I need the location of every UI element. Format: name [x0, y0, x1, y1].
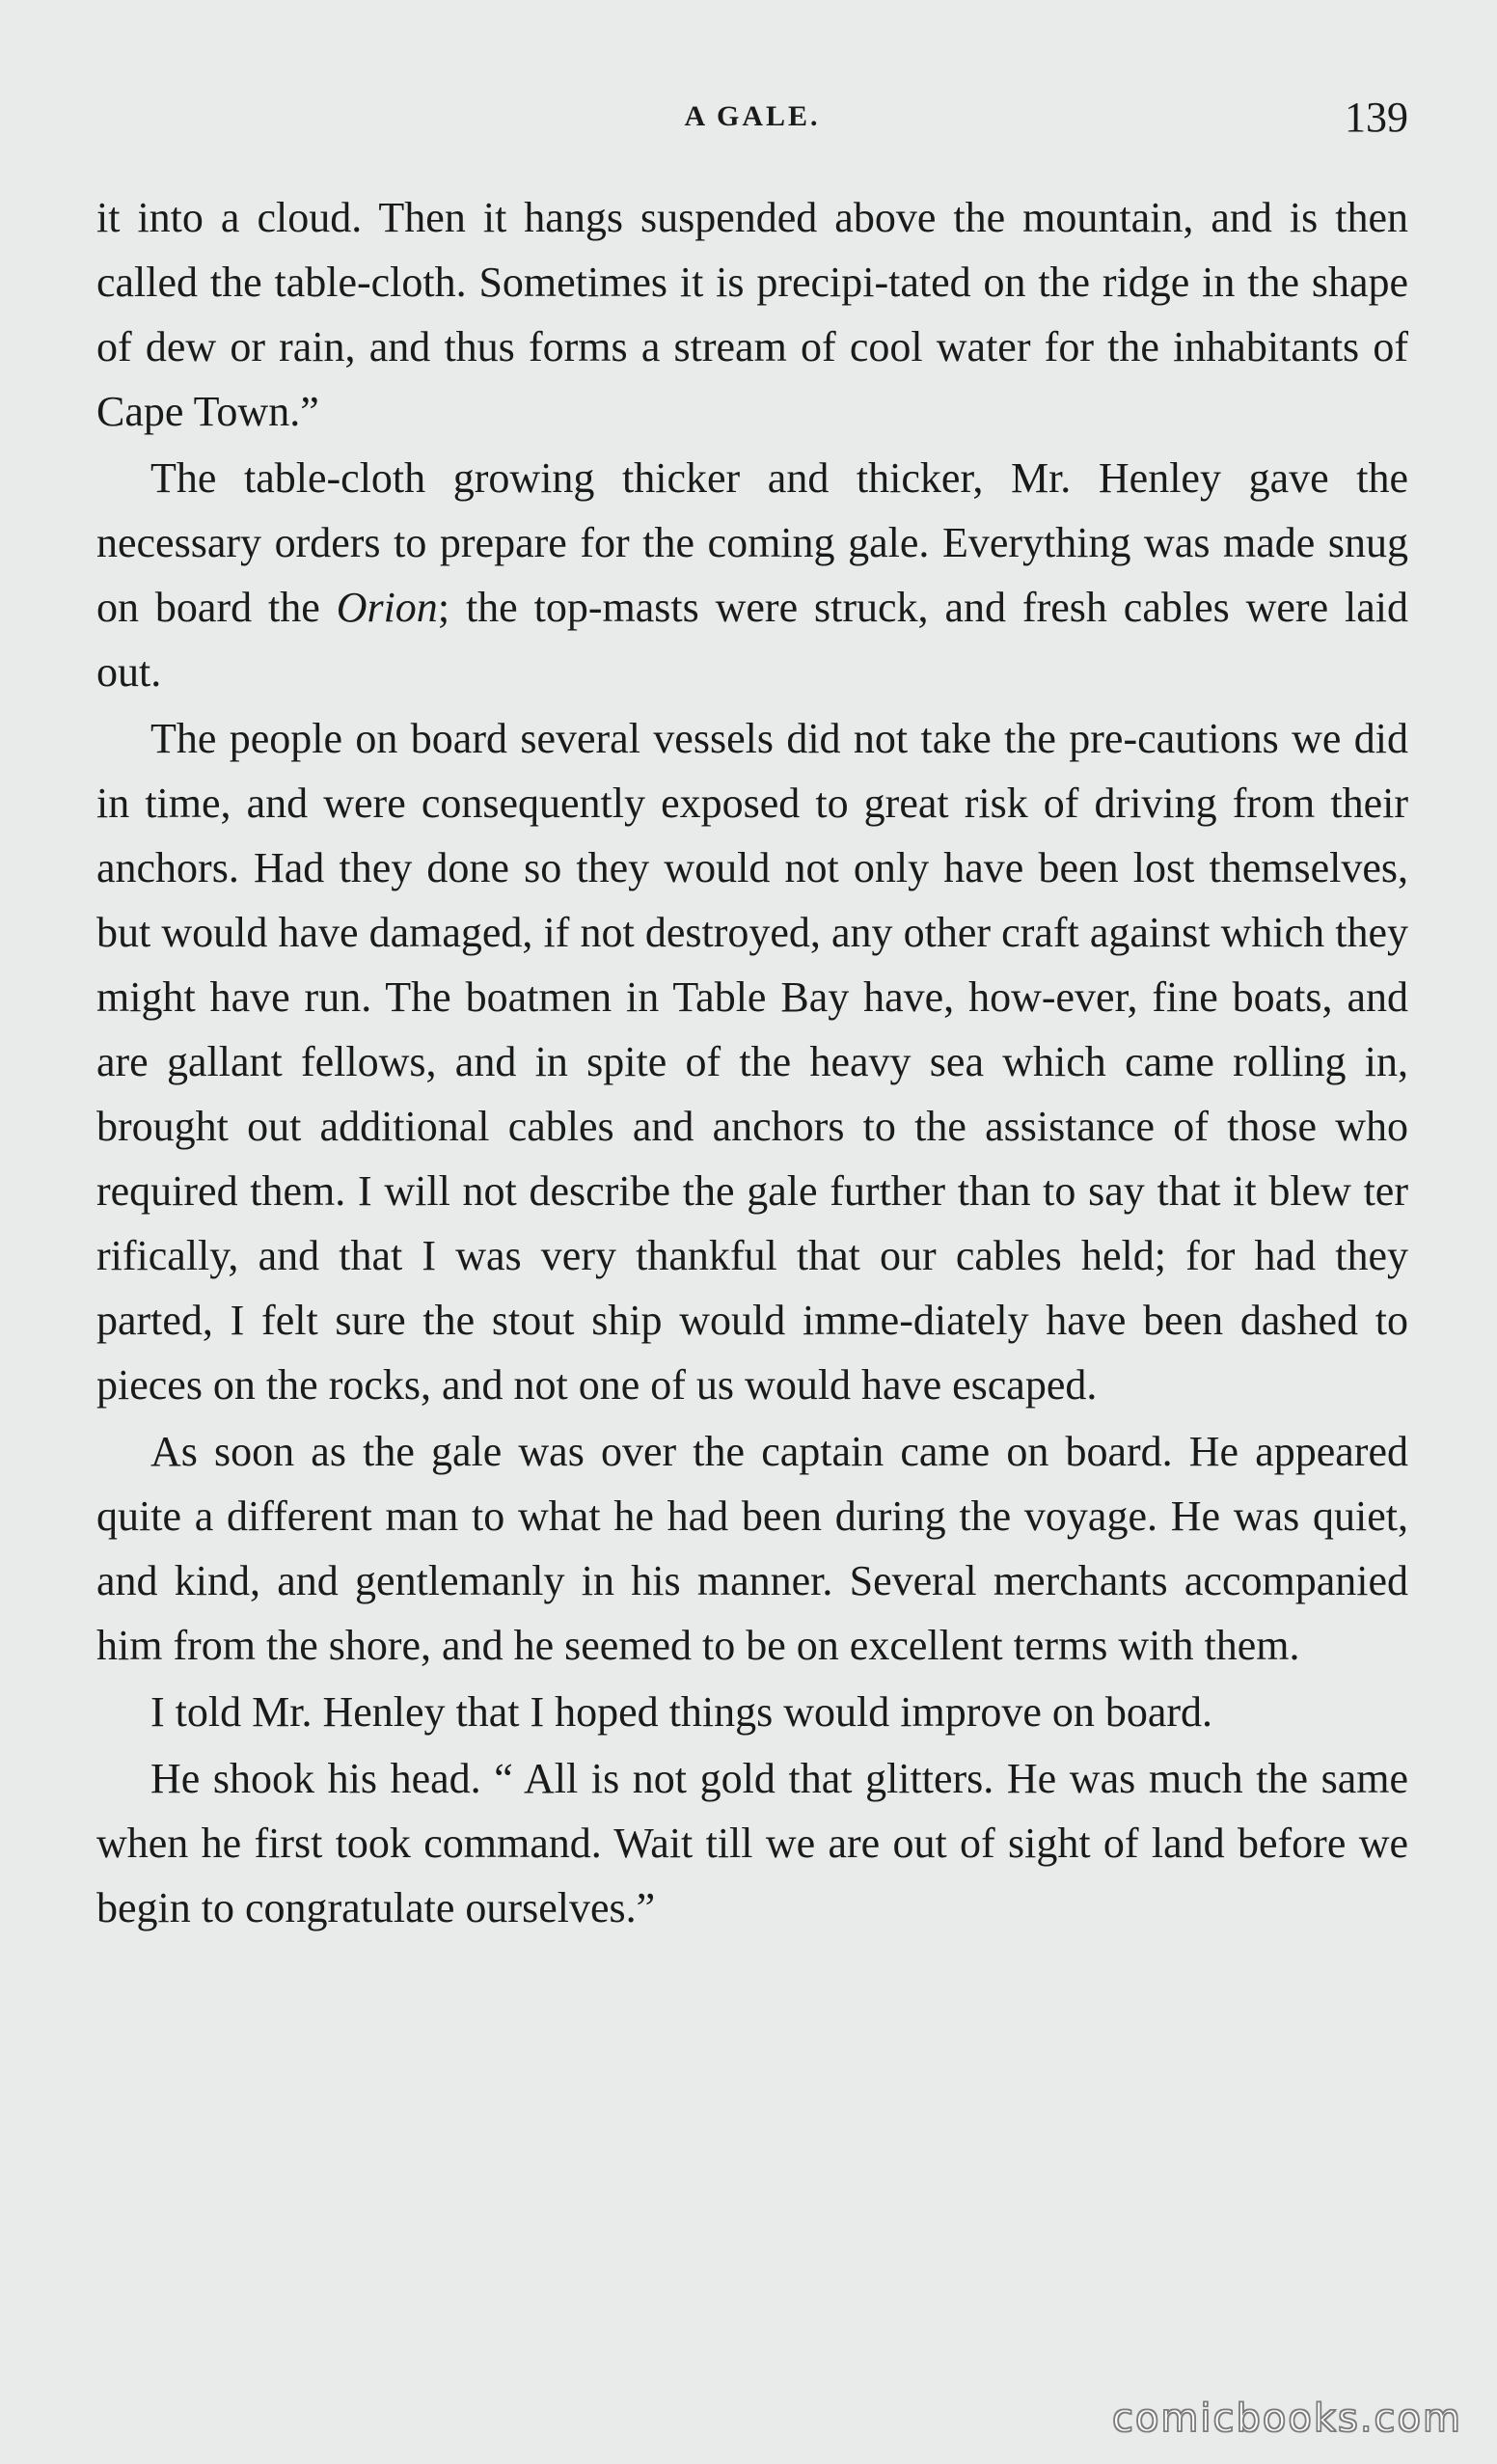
paragraph-2-text-b: ; the top-masts were struck, and fresh cables were laid out.: [96, 584, 1409, 696]
paragraph-2-text-a: The table-cloth growing thicker and thicker, Mr. Henley gave the necessary orders to prepare for the coming gale. Everything was made snug on board the: [96, 454, 1408, 631]
site-watermark: comicbooks.com: [1111, 2396, 1462, 2441]
paragraph-2: [96, 446, 1408, 704]
paragraph-5: [96, 1680, 1408, 1744]
paragraph-6: [96, 1746, 1408, 1940]
paragraph-4: [96, 1419, 1408, 1678]
chapter-running-title: A GALE.: [684, 100, 821, 132]
body-text: [96, 185, 1408, 1942]
running-head: [96, 93, 1408, 147]
paragraph-5-text: I told Mr. Henley that I hoped things would improve on board.: [150, 1688, 1213, 1736]
paragraph-1-text: it into a cloud. Then it hangs suspended above the mountain, and is then called the table-cloth. Sometimes it is precipi-tated on the ridge in the shape of dew or rain, and thus forms a stream of cool water for the inhabitants of Cape Town.”: [96, 194, 1408, 435]
page-number: 139: [1345, 94, 1408, 141]
ship-name-italic: Orion: [336, 584, 438, 631]
paragraph-3: [96, 706, 1408, 1417]
paragraph-6-text: He shook his head. “ All is not gold that glitters. He was much the same when he first took command. Wait till we are out of sight of land before we begin to congratulate ourselves.”: [96, 1755, 1408, 1931]
paragraph-1: [96, 185, 1408, 444]
paragraph-3-text: The people on board several vessels did not take the pre-cautions we did in time, and were consequently exposed to great risk of driving from their anchors. Had they done so they would not only have been lost themselves, but would have damaged, if not destroyed, any other craft against which they might have run. The boatmen in Table Bay have, how-ever, fine boats, and are gallant fellows, and in spite of the heavy sea which came rolling in, brought out additional cables and anchors to the assistance of those who required them. I will not describe the gale further than to say that it blew ter rifically, and that I was very thankful that our cables held; for had they parted, I felt sure the stout ship would imme-diately have been dashed to pieces on the rocks, and not one of us would have escaped.: [96, 715, 1408, 1409]
paragraph-4-text: As soon as the gale was over the captain came on board. He appeared quite a different man to what he had been during the voyage. He was quiet, and kind, and gentlemanly in his manner. Several merchants accompanied him from the shore, and he seemed to be on excellent terms with them.: [96, 1428, 1408, 1669]
